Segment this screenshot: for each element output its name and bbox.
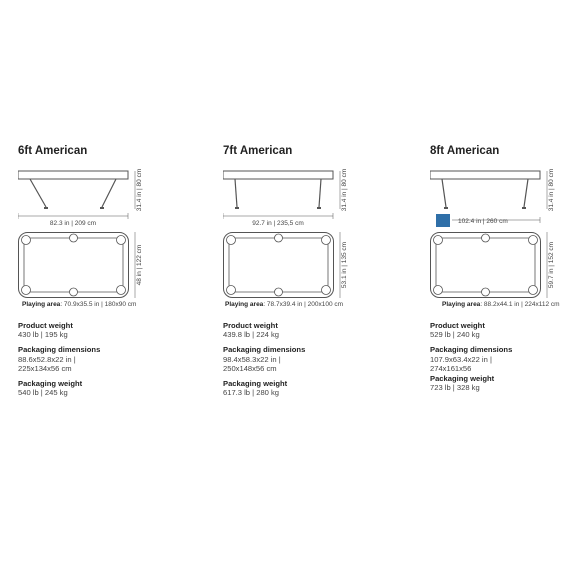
pocket [22,286,31,295]
pocket [529,286,538,295]
product-weight-value: 529 lb | 240 kg [430,330,480,340]
pocket [117,236,126,245]
packaging-weight-value: 540 lb | 245 kg [18,388,68,398]
packaging-weight-label: Packaging weight [223,379,288,389]
pocket [434,286,443,295]
playing-surface [24,238,123,292]
product-weight-label: Product weight [18,321,73,330]
spec-list [430,321,568,393]
playing-area-value: : 70.9x35.5 in | 180x90 cm [60,301,137,308]
length-dimension [430,211,560,229]
leg-foot [317,207,321,209]
spec-list [223,321,373,403]
pocket [434,236,443,245]
playing-area-label: Playing area [225,301,264,308]
packaging-dimensions-label: Packaging dimensions [430,345,513,355]
playing-area-label: Playing area [22,301,61,308]
packaging-weight-value: 723 lb | 328 kg [430,383,480,393]
playing-area-label: Playing area [442,301,481,308]
pocket [70,288,78,296]
packaging-dimensions-line1: 98.4x58.3x22 in | [223,354,281,364]
table-top-side [223,171,333,179]
leg-foot [100,207,104,209]
pocket [322,286,331,295]
height-label: 31.4 in | 80 cm [341,168,348,212]
width-label: 48 in | 122 cm [136,244,143,286]
top-view-drawing [18,229,168,299]
length-label: 102.4 in | 260 cm [458,218,508,225]
packaging-dimensions-label: Packaging dimensions [223,345,306,355]
table-top-side [18,171,128,179]
width-label: 59.7 in | 152 cm [548,241,555,289]
spec-list [18,321,168,403]
pocket [70,234,78,242]
table-leg [235,179,237,207]
pocket [529,236,538,245]
model-title: 8ft American [430,145,500,157]
table-leg [524,179,528,207]
packaging-dimensions-line2: 250x148x56 cm [223,363,277,373]
product-weight-value: 439.8 lb | 224 kg [223,330,280,340]
leg-foot [235,207,239,209]
leg-foot [522,207,526,209]
table-leg [319,179,321,207]
packaging-weight-label: Packaging weight [18,379,83,389]
packaging-dimensions-line2: 274x161x56 [430,363,472,373]
length-label: 82.3 in | 209 cm [49,220,97,227]
side-view-drawing [223,167,373,229]
playing-area [442,301,560,308]
length-label: 92.7 in | 235,5 cm [252,220,304,227]
model-title: 6ft American [18,145,88,157]
packaging-dimensions-line1: 107.9x63.4x22 in | [430,354,492,364]
leg-foot [44,207,48,209]
pocket [275,234,283,242]
packaging-weight-label: Packaging weight [430,374,495,384]
height-label: 31.4 in | 80 cm [548,168,555,212]
top-view-drawing [223,229,373,299]
product-weight-label: Product weight [223,321,278,330]
table-top-side [430,171,540,179]
packaging-dimensions-line1: 88.6x52.8x22 in | [18,354,76,364]
playing-surface [229,238,328,292]
packaging-dimensions-label: Packaging dimensions [18,345,101,355]
pocket [22,236,31,245]
product-weight-value: 430 lb | 195 kg [18,330,68,340]
playing-area [225,301,343,308]
leg-foot [444,207,448,209]
model-title: 7ft American [223,145,293,157]
pocket [227,286,236,295]
side-view-drawing [18,167,168,229]
playing-area [22,301,136,308]
table-leg [102,179,116,207]
pocket [482,234,490,242]
pocket [275,288,283,296]
product-weight-label: Product weight [430,321,485,330]
table-leg [30,179,46,207]
width-label: 53.1 in | 135 cm [341,241,348,289]
table-leg [442,179,446,207]
pocket [227,236,236,245]
playing-surface [436,238,535,292]
playing-area-value: : 78.7x39.4 in | 200x100 cm [263,301,344,308]
top-view-drawing [430,229,565,299]
height-label: 31.4 in | 80 cm [136,168,143,212]
packaging-weight-value: 617.3 lb | 280 kg [223,388,280,398]
pocket [322,236,331,245]
packaging-dimensions-line2: 225x134x56 cm [18,363,72,373]
pocket [482,288,490,296]
playing-area-value: : 88.2x44.1 in | 224x112 cm [480,301,560,308]
pocket [117,286,126,295]
